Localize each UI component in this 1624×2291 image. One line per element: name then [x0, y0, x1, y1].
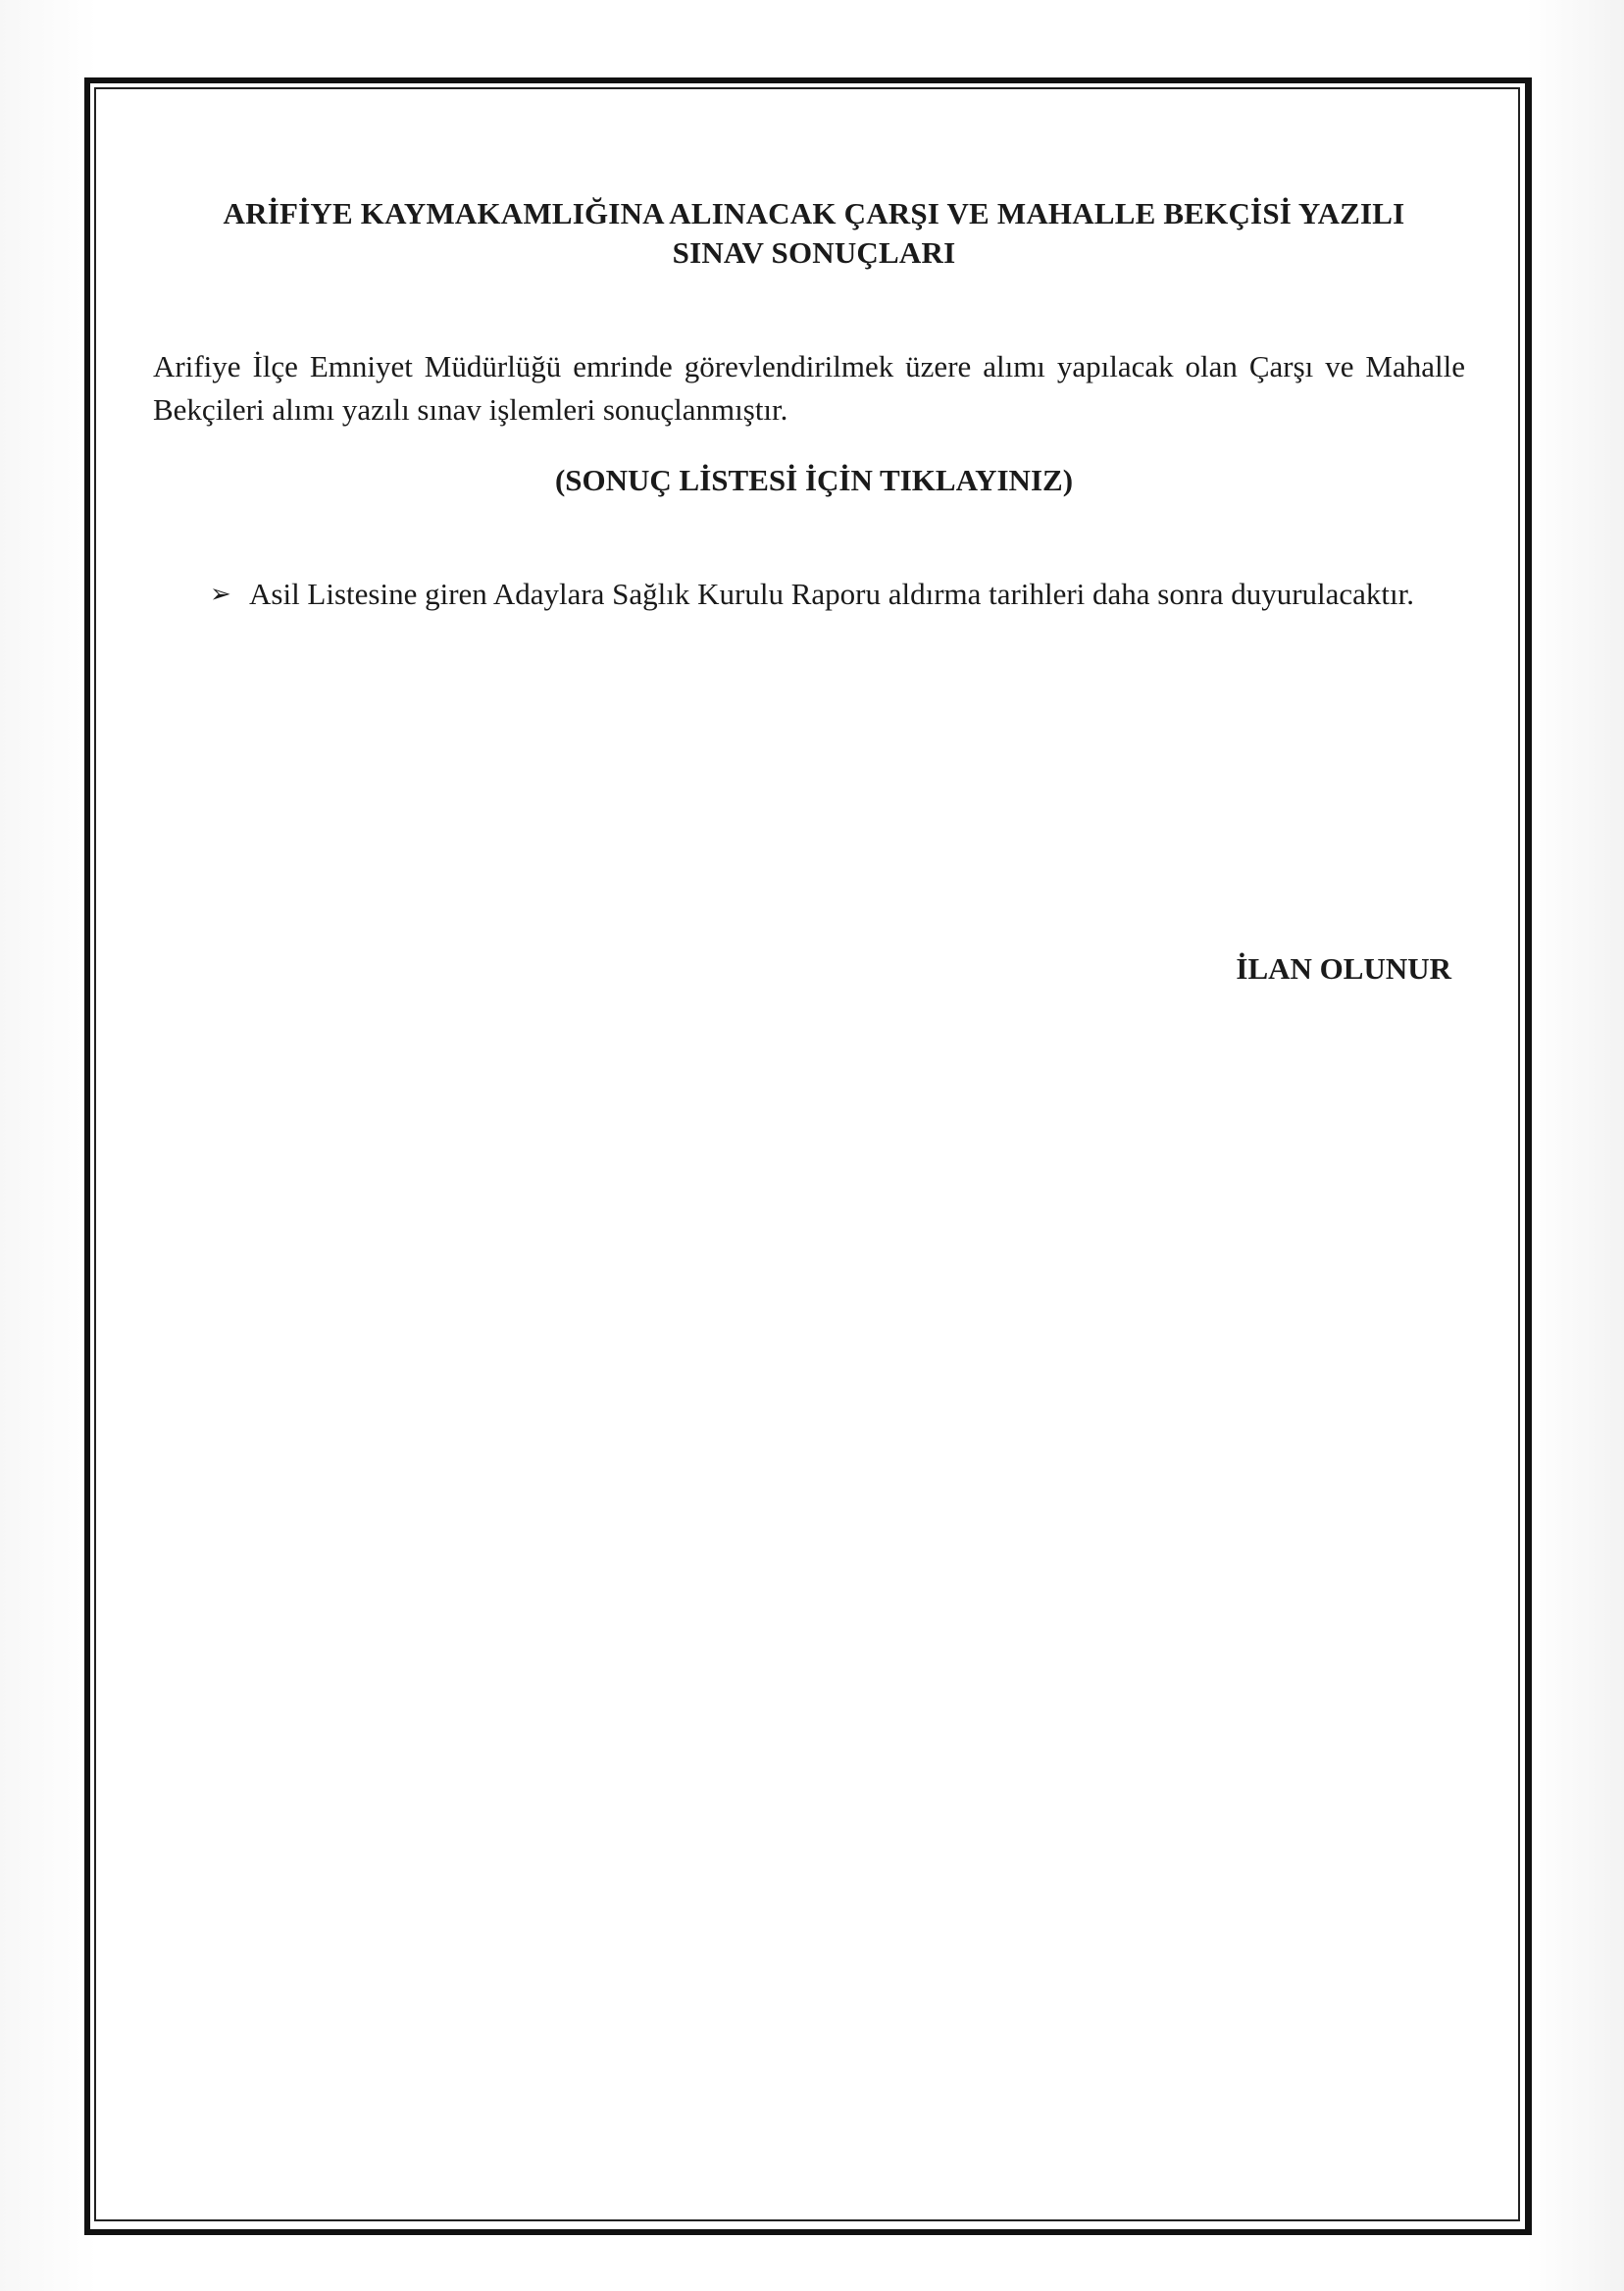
document-title [137, 194, 1491, 273]
bullet-item [210, 573, 1465, 616]
arrow-bullet-icon: ➢ [210, 580, 231, 608]
closing-statement: İLAN OLUNUR [1236, 951, 1451, 986]
announcement-paragraph: Arifiye İlçe Emniyet Müdürlüğü emrinde görevlendirilmek üzere alımı yapılacak olan Çarşı ve Mahalle Bekçileri alımı yazılı sınav işlemleri sonuçlanmıştır. [153, 349, 1465, 427]
bullet-item-text: Asil Listesine giren Adaylara Sağlık Kurulu Raporu aldırma tarihleri daha sonra duyurulacaktır. [249, 577, 1415, 611]
document-title-line-2: SINAV SONUÇLARI [672, 235, 956, 270]
document-title-line-1: ARİFİYE KAYMAKAMLIĞINA ALINACAK ÇARŞI VE MAHALLE BEKÇİSİ YAZILI [223, 196, 1405, 230]
results-list-link[interactable]: (SONUÇ LİSTESİ İÇİN TIKLAYINIZ) [554, 463, 1074, 497]
